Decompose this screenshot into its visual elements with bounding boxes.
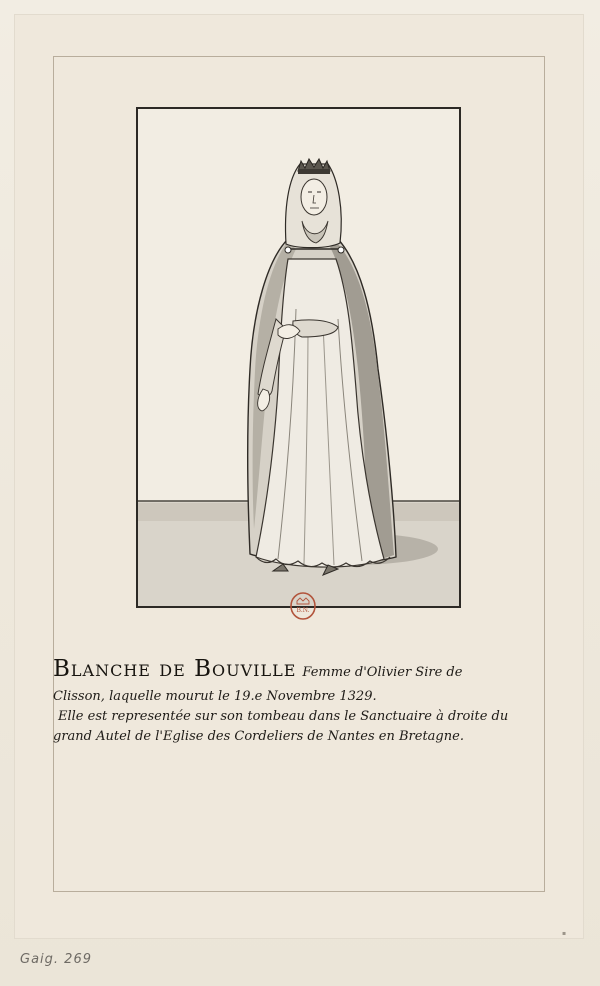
figure-drawing bbox=[138, 109, 459, 606]
shelfmark: Gaig. 269 bbox=[20, 952, 92, 967]
caption-line: grand Autel de l'Eglise des Cordeliers de Nantes en Bretagne. bbox=[53, 729, 464, 744]
caption-line: Elle est representée sur son tombeau dans le Sanctuaire à droite du bbox=[58, 709, 509, 724]
library-stamp bbox=[289, 592, 317, 620]
caption bbox=[53, 655, 553, 747]
corner-mark: ▪ bbox=[562, 930, 567, 937]
caption-line: Clisson, laquelle mourut le 19.e Novembre 1329. bbox=[53, 689, 377, 704]
caption-text: Femme d'Olivier Sire de bbox=[302, 665, 463, 680]
illustration-frame bbox=[136, 107, 461, 608]
subject-name: Blanche de Bouville bbox=[53, 656, 297, 682]
caption-line bbox=[53, 655, 553, 687]
stamp-text: B.N. bbox=[296, 607, 310, 614]
